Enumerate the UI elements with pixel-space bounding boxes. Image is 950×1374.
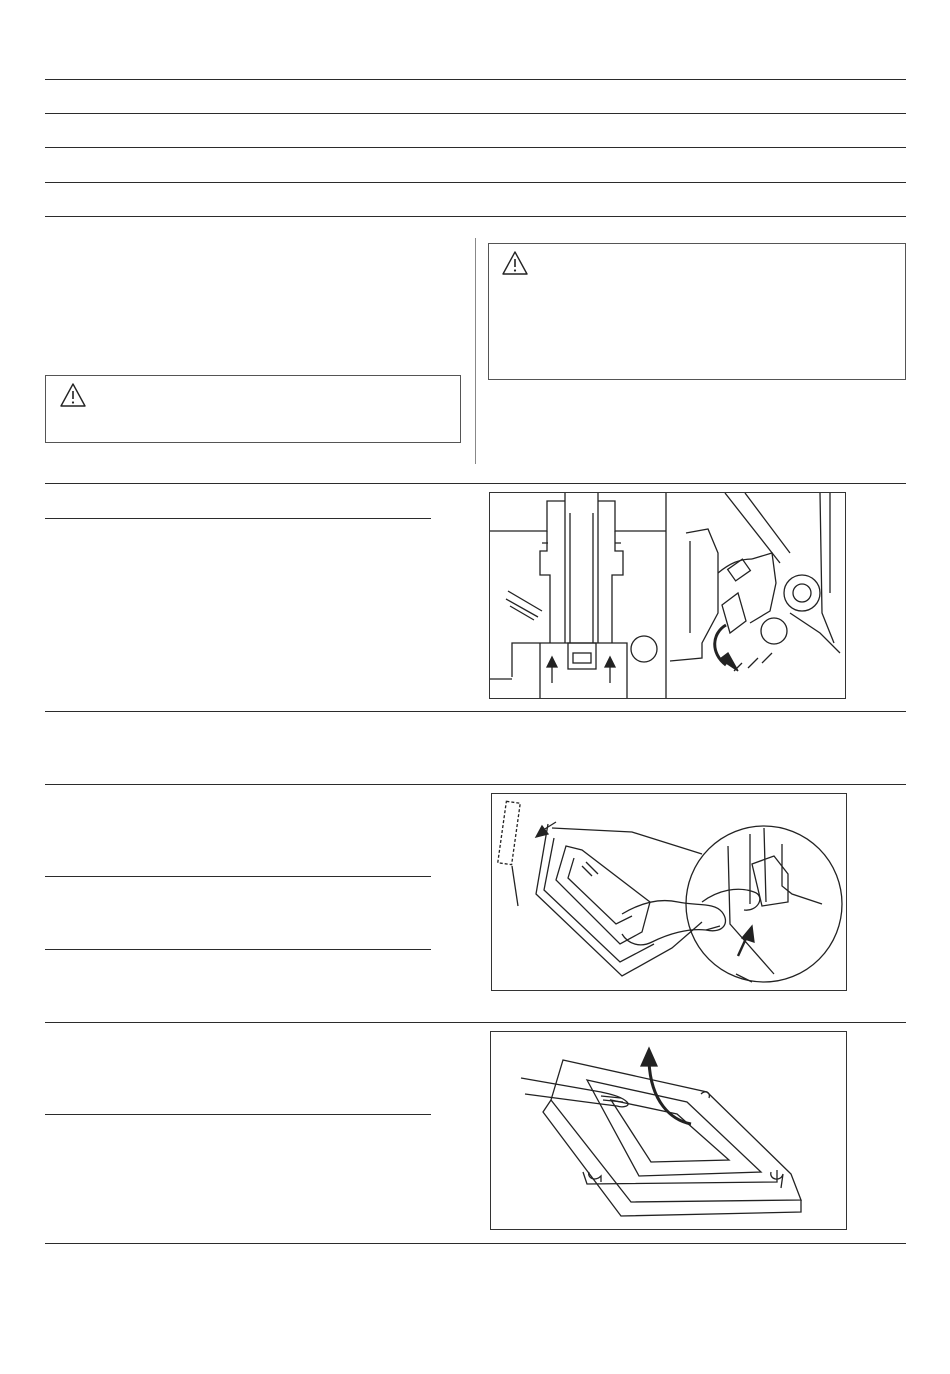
warning-box-right xyxy=(488,243,906,380)
step-rule-2 xyxy=(45,876,431,877)
door-glass-panel-figure xyxy=(490,1031,847,1230)
step-rule-4 xyxy=(45,1114,431,1115)
column-divider xyxy=(475,238,476,464)
door-cover-removal-figure xyxy=(491,793,847,991)
step-rule-1 xyxy=(45,518,431,519)
warning-box-left xyxy=(45,375,461,443)
top-rule-1 xyxy=(45,79,906,80)
section-rule-4 xyxy=(45,1022,906,1023)
top-rule-4 xyxy=(45,182,906,183)
section-rule-1 xyxy=(45,483,906,484)
warning-triangle-icon xyxy=(501,250,529,276)
step-rule-3 xyxy=(45,949,431,950)
warning-triangle-icon xyxy=(59,382,87,408)
section-rule-3 xyxy=(45,784,906,785)
section-rule-5 xyxy=(45,1243,906,1244)
top-rule-2 xyxy=(45,113,906,114)
top-rule-3 xyxy=(45,147,906,148)
top-rule-5 xyxy=(45,216,906,217)
hinge-lever-figure xyxy=(489,492,846,699)
section-rule-2 xyxy=(45,711,906,712)
